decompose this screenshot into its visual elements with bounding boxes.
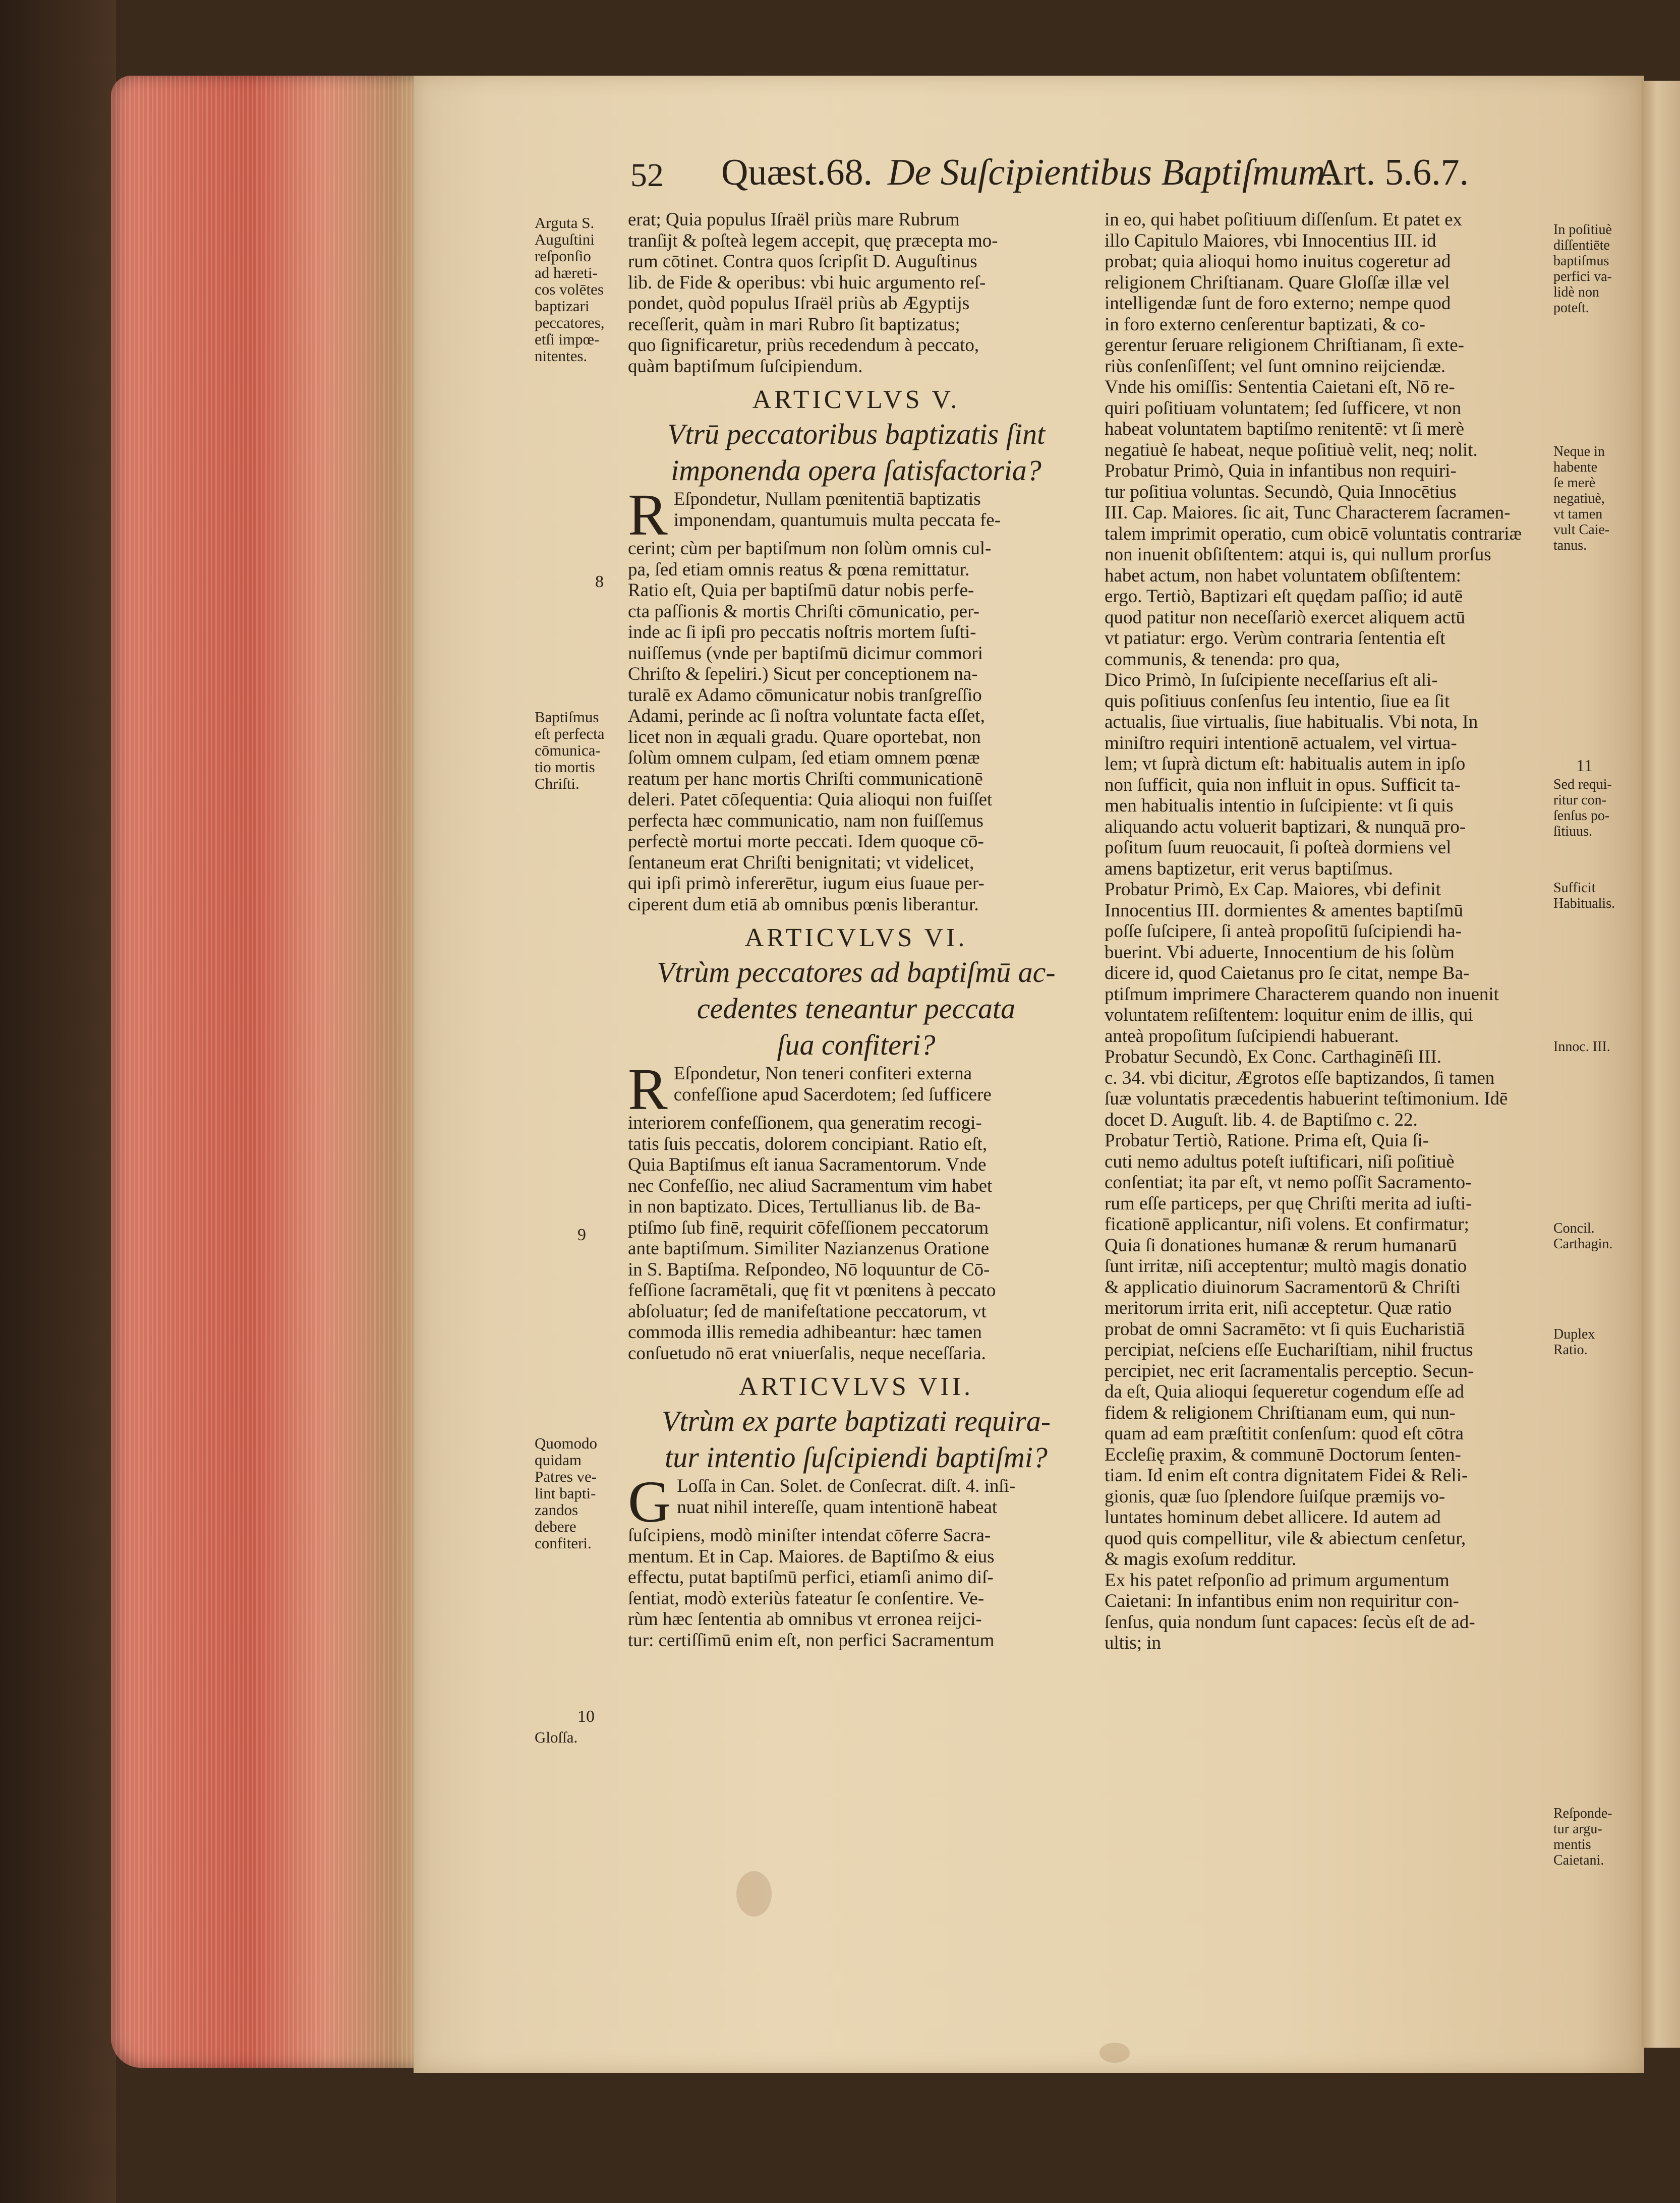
text-line: Probatur Primò, Quia in infantibus non requiri- bbox=[1105, 460, 1457, 481]
text-line: Dico Primò, In ſuſcipiente neceſſarius eſt ali- bbox=[1105, 670, 1438, 690]
text-line: luntates hominum debet allicere. Id autem ad bbox=[1105, 1507, 1441, 1528]
article-5-body: R Eſpondetur, Nullam pœnitentiā baptizatis imponendam, quantumuis multa peccata fe- cerint; cùm per baptiſmum non ſolùm omnis cul- pa, ſed etiam omnis reatus & pœna remittatur. Ratio eſt, Quia per baptiſmū datur nobis perfe- cta paſſionis & mortis Chriſti cōmunicatio, per- inde ac ſi ipſi pro peccatis noſtris mortem ſuſti- nuiſſemus (vnde per baptiſmū dicimur commori Chriſto & ſepeliri.) Sicut per conceptionem na- turalē ex Adamo cōmunicatur nobis tranſgreſſio Adami, perinde ac ſi noſtra voluntate facta eſſet, licet non in æquali gradu. Quare oportebat, non ſolùm omnem culpam, ſed etiam omnem pœnæ reatum per hanc mortis Chriſti communicationē deleri. Patet cōſequentia: Quia alioqui non fuiſſet perfecta hæc communicatio, nam non fuiſſemus perfectè mortui morte peccati. Idem quoque cō- ſentaneum erat Chriſti benignitati; vt videlicet, qui ipſi primò infererētur, iugum eius ſuaue per- ciperent dum etiā ab omnibus pœnis liberantur. bbox=[628, 489, 1001, 915]
margin-note-right-4: Sufficit Habitualis. bbox=[1553, 880, 1615, 911]
text-line: men habitualis intentio in ſuſcipiente: vt ſi quis bbox=[1105, 795, 1454, 816]
article-6-body: R Eſpondetur, Non teneri confiteri externa confeſſione apud Sacerdotem; ſed ſufficere interiorem confeſſionem, qua generatim recogi- tatis ſuis peccatis, dolorem concipiant. Ratio eſt, Quia Baptiſmus eſt ianua Sacramentorum. Vnde nec Confeſſio, nec aliud Sacramentum vim habet in non baptizato. Dices, Tertullianus lib. de Ba- ptiſmo ſub finē, requirit cōfeſſionem peccatorum ante baptiſmum. Similiter Nazianzenus Oratione in S. Baptiſma. Reſpondeo, Nō loquuntur de Cō- feſſione ſacramētali, quę fit vt pœnitens à peccato abſoluatur; ſed de manifeſtatione peccatorum, vt commoda illis remedia adhibeantur: hæc tamen conſuetudo nō erat vniuerſalis, neque neceſſaria. bbox=[628, 1063, 996, 1364]
text-line: in eo, qui habet poſitiuum diſſenſum. Et patet ex bbox=[1105, 209, 1463, 230]
text-line: ficationē applicantur, niſi volens. Et confirmatur; bbox=[1105, 1214, 1469, 1235]
text-line: amens baptizetur, erit verus baptiſmus. bbox=[1105, 858, 1393, 879]
text-line: quam ad eam præſtitit conſenſum: quod eſt cōtra bbox=[1105, 1423, 1464, 1444]
text-line: ergo. Tertiò, Baptizari eſt quędam paſſio; id autē bbox=[1105, 586, 1463, 607]
text-line: anteà propoſitum ſuſcipiendi habuerant. bbox=[1105, 1025, 1399, 1047]
article-5-question: Vtrū peccatoribus baptizatis ſint imponenda opera ſatisfactoria? bbox=[667, 418, 1046, 487]
stain bbox=[1099, 2043, 1130, 2063]
text-line: non ſufficit, quia non influit in opus. Sufficit ta- bbox=[1105, 774, 1461, 795]
text-line: ultis; in bbox=[1105, 1633, 1162, 1653]
text-line: docet D. Auguſt. lib. 4. de Baptiſmo c. 22. bbox=[1105, 1109, 1418, 1130]
running-header bbox=[630, 151, 1563, 207]
text-line: tiam. Id enim eſt contra dignitatem Fidei & Reli- bbox=[1105, 1465, 1468, 1486]
text-line: intelligendæ ſunt de foro externo; nempe quod bbox=[1105, 293, 1451, 314]
text-line: quis poſitiuus conſenſus ſeu intentio, ſiue ea ſit bbox=[1105, 690, 1450, 712]
margin-note-left-2: Baptiſmus eſt perfecta cōmunica- tio mortis Chriſti. bbox=[535, 708, 605, 792]
article-5-title: ARTICVLVS V. bbox=[752, 385, 960, 414]
text-line: percipiet, nec erit ſacramentalis perceptio. Secun- bbox=[1105, 1360, 1474, 1381]
text-line: ptiſmum imprimere Characterem quando non inuenit bbox=[1105, 983, 1499, 1005]
margin-note-right-5: Innoc. III. bbox=[1553, 1039, 1610, 1055]
text-line: percipiat, neſciens eſſe Euchariſtiam, nihil fructus bbox=[1105, 1340, 1473, 1360]
text-line: buerint. Vbi aduerte, Innocentium de his ſolùm bbox=[1105, 942, 1455, 963]
text-line: Innocentius III. dormientes & amentes baptiſmū bbox=[1105, 900, 1464, 921]
article-7-question: Vtrùm ex parte baptizati requira- tur intentio ſuſcipiendi baptiſmi? bbox=[661, 1405, 1051, 1474]
header-articles: Art. 5.6.7. bbox=[1316, 152, 1469, 193]
background-shadow bbox=[0, 0, 116, 2203]
text-line: quod patitur non neceſſariò exercet aliquem actū bbox=[1105, 607, 1466, 628]
text-line: poſſe ſuſcipere, ſi anteà propoſitū ſuſcipiendi ha- bbox=[1105, 921, 1462, 942]
text-line: cuti nemo adultus poteſt iuſtificari, niſi poſitiuè bbox=[1105, 1151, 1455, 1172]
text-line: quod quis compellitur, vile & abiectum cenſetur, bbox=[1105, 1528, 1466, 1549]
drop-cap: R bbox=[628, 1063, 668, 1122]
text-line: gerentur ſeruare religionem Chriſtianam, ſi exte- bbox=[1105, 335, 1464, 356]
margin-note-right-2: Neque in habente ſe merè negatiuè, vt tamen vult Caie- tanus. bbox=[1553, 444, 1610, 553]
text-line: ſunt irritæ, niſi acceptentur; multò magis donatio bbox=[1105, 1256, 1467, 1277]
text-line: Probatur Tertiò, Ratione. Prima eſt, Quia ſi- bbox=[1105, 1130, 1429, 1151]
text-line: vt patiatur: ergo. Verùm contraria ſententia eſt bbox=[1105, 628, 1445, 649]
text-line: & magis exoſum redditur. bbox=[1105, 1549, 1297, 1570]
drop-cap: R bbox=[628, 489, 668, 548]
page-number: 52 bbox=[630, 157, 664, 194]
text-line: talem imprimit operatio, cum obicē voluntatis contrariæ bbox=[1105, 523, 1522, 544]
text-line: quiri poſitiuam voluntatem; ſed ſufficere, vt non bbox=[1105, 397, 1462, 419]
text-line: Vnde his omiſſis: Sententia Caietani eſt, Nō re- bbox=[1105, 377, 1455, 397]
text-line: miniſtro requiri intentionē actualem, vel virtua- bbox=[1105, 732, 1457, 753]
article-6-question: Vtrùm peccatores ad baptiſmū ac- cedentes teneantur peccata ſua confiteri? bbox=[657, 956, 1056, 1061]
text-line: ſenſus, quia nondum ſunt capaces: ſecùs eſt de ad- bbox=[1105, 1611, 1475, 1633]
text-line: Ex his patet reſponſio ad primum argumentum bbox=[1105, 1570, 1450, 1591]
paragraph-marker: 8 bbox=[595, 572, 604, 591]
text-line: lem; vt ſuprà dictum eſt: habitualis autem in ipſo bbox=[1105, 753, 1466, 774]
text-line: riùs conſenſiſſent; vel ſunt omnino reijciendæ. bbox=[1105, 356, 1446, 377]
text-column-left bbox=[628, 209, 1084, 1651]
paragraph-marker: 9 bbox=[577, 1226, 586, 1244]
margin-note-right-3: Sed requi- ritur con- ſenſus po- ſitiuus. bbox=[1553, 777, 1612, 839]
text-line: ſuæ voluntatis præcedentis habuerint teſtimonium. Idē bbox=[1105, 1088, 1508, 1109]
text-line: Quia ſi donationes humanæ & rerum humanarū bbox=[1105, 1235, 1457, 1256]
text-line: poſitum ſuum reuocauit, ſi poſteà dormiens vel bbox=[1105, 837, 1452, 858]
next-page-edge bbox=[1642, 81, 1680, 2048]
text-line: non inuenit obſiſtentem: atqui is, qui nullum prorſus bbox=[1105, 544, 1491, 565]
text-line: rum eſſe particeps, per quę Chriſti merita ad iuſti- bbox=[1105, 1193, 1472, 1214]
text-line: aliquando actu voluerit baptizari, & nunquā pro- bbox=[1105, 816, 1466, 837]
text-line: communis, & tenenda: pro qua, bbox=[1105, 649, 1340, 670]
margin-note-right-1: In poſitiuè diſſentiēte baptiſmus perfici va- lidè non poteſt. bbox=[1553, 222, 1612, 316]
text-line: dicere id, quod Caietanus pro ſe citat, nempe Ba- bbox=[1105, 963, 1470, 983]
margin-note-right-7: Duplex Ratio. bbox=[1553, 1326, 1595, 1358]
header-title: De Suſcipientibus Baptiſmum. bbox=[888, 152, 1335, 193]
margin-note-right-8: Reſponde- tur argu- mentis Caietani. bbox=[1553, 1806, 1612, 1868]
text-line: negatiuè ſe habeat, neque poſitiuè velit, neq; nolit. bbox=[1105, 439, 1478, 460]
text-line: illo Capitulo Maiores, vbi Innocentius III. id bbox=[1105, 230, 1436, 251]
margin-note-left-4: Gloſſa. bbox=[535, 1728, 578, 1746]
text-line: III. Cap. Maiores. ſic ait, Tunc Characterem ſacramen- bbox=[1105, 502, 1511, 523]
text-line: voluntatem reſiſtentem: loquitur enim de illis, qui bbox=[1105, 1005, 1473, 1025]
article-7-title: ARTICVLVS VII. bbox=[738, 1372, 974, 1401]
text-line: tur poſitiua voluntas. Secundò, Quia Innocētius bbox=[1105, 481, 1457, 502]
margin-note-left-1: Arguta S. Auguſtini reſponſio ad hæreti- cos volētes baptizari peccatores, etſi impœ- nitentes. bbox=[535, 214, 605, 365]
text-line: in foro externo cenſerentur baptizati, & co- bbox=[1105, 314, 1425, 335]
text-line: habet actum, non habet voluntatem obſiſtentem: bbox=[1105, 565, 1461, 586]
text-line: Probatur Primò, Ex Cap. Maiores, vbi definit bbox=[1105, 879, 1441, 900]
drop-cap: G bbox=[628, 1476, 671, 1535]
stain bbox=[736, 1871, 772, 1917]
text-line: Eccleſię praxim, & communē Doctorum ſenten- bbox=[1105, 1444, 1461, 1465]
book-page-edges bbox=[111, 76, 419, 2068]
margin-note-right-6: Concil. Carthagin. bbox=[1553, 1221, 1613, 1252]
article-6-title: ARTICVLVS VI. bbox=[744, 923, 968, 952]
text-line: gionis, quæ ſuo ſplendore ſuiſque præmijs vo- bbox=[1105, 1486, 1445, 1507]
article-7-body: G Loſſa in Can. Solet. de Conſecrat. diſt. 4. inſi- nuat nihil intereſſe, quam intentionē habeat ſuſcipiens, modò miniſter intendat cōferre Sacra- mentum. Et in Cap. Maiores. de Baptiſmo & eius effectu, putat baptiſmū perfici, etiamſi animo diſ- ſentiat, modò exteriùs fateatur ſe conſentire. Ve- rùm hæc ſententia ab omnibus vt erronea reijci- tur: certiſſimū enim eſt, non perfici Sacramentum bbox=[628, 1476, 1016, 1651]
text-line: fidem & religionem Chriſtianam eum, qui nun- bbox=[1105, 1402, 1456, 1423]
text-line: religionem Chriſtianam. Quare Gloſſæ illæ vel bbox=[1105, 272, 1450, 293]
text-line: probat de omni Sacramēto: vt ſi quis Eucharistiā bbox=[1105, 1318, 1465, 1340]
text-line: Probatur Secundò, Ex Conc. Carthaginēſi III. bbox=[1105, 1047, 1441, 1067]
text-line: da eſt, Quia alioqui ſequeretur cogendum eſſe ad bbox=[1105, 1381, 1465, 1402]
paragraph-marker: 10 bbox=[577, 1707, 595, 1726]
text-line: conſentiat; ita par eſt, vt nemo poſſit Sacramento- bbox=[1105, 1172, 1472, 1193]
text-line: probat; quia alioqui homo inuitus cogeretur ad bbox=[1105, 251, 1451, 272]
text-line: c. 34. vbi dicitur, Ægrotos eſſe baptizandos, ſi tamen bbox=[1105, 1067, 1495, 1088]
text-line: habeat voluntatem baptiſmo renitentē: vt ſi merè bbox=[1105, 419, 1465, 439]
intro-paragraph: erat; Quia populus Iſraël priùs mare Rubrum tranſijt & poſteà legem accepit, quę præcepta mo- rum cōtinet. Contra quos ſcripſit D. Auguſtinus lib. de Fide & operibus: vbi huic argumento reſ- pondet, quòd populus Iſraël priùs ab Ægyptijs receſſerit, quàm in mari Rubro ſit baptizatus; quo ſignificaretur, priùs recedendum à peccato, quàm baptiſmum ſuſcipiendum. bbox=[628, 209, 998, 377]
quaestio-label: Quæst.68. bbox=[721, 152, 873, 193]
text-line: meritorum irrita erit, niſi acceptetur. Quæ ratio bbox=[1105, 1298, 1452, 1318]
margin-note-left-3: Quomodo quidam Patres ve- lint bapti- zandos debere confiteri. bbox=[535, 1434, 597, 1552]
text-line: Caietani: In infantibus enim non requiritur con- bbox=[1105, 1591, 1459, 1611]
text-column-right bbox=[1105, 209, 1553, 1654]
paragraph-marker: 11 bbox=[1576, 757, 1593, 775]
text-line: & applicatio diuinorum Sacramentorū & Chriſti bbox=[1105, 1277, 1461, 1298]
text-line: actualis, ſiue virtualis, ſiue habitualis. Vbi nota, In bbox=[1105, 712, 1478, 732]
